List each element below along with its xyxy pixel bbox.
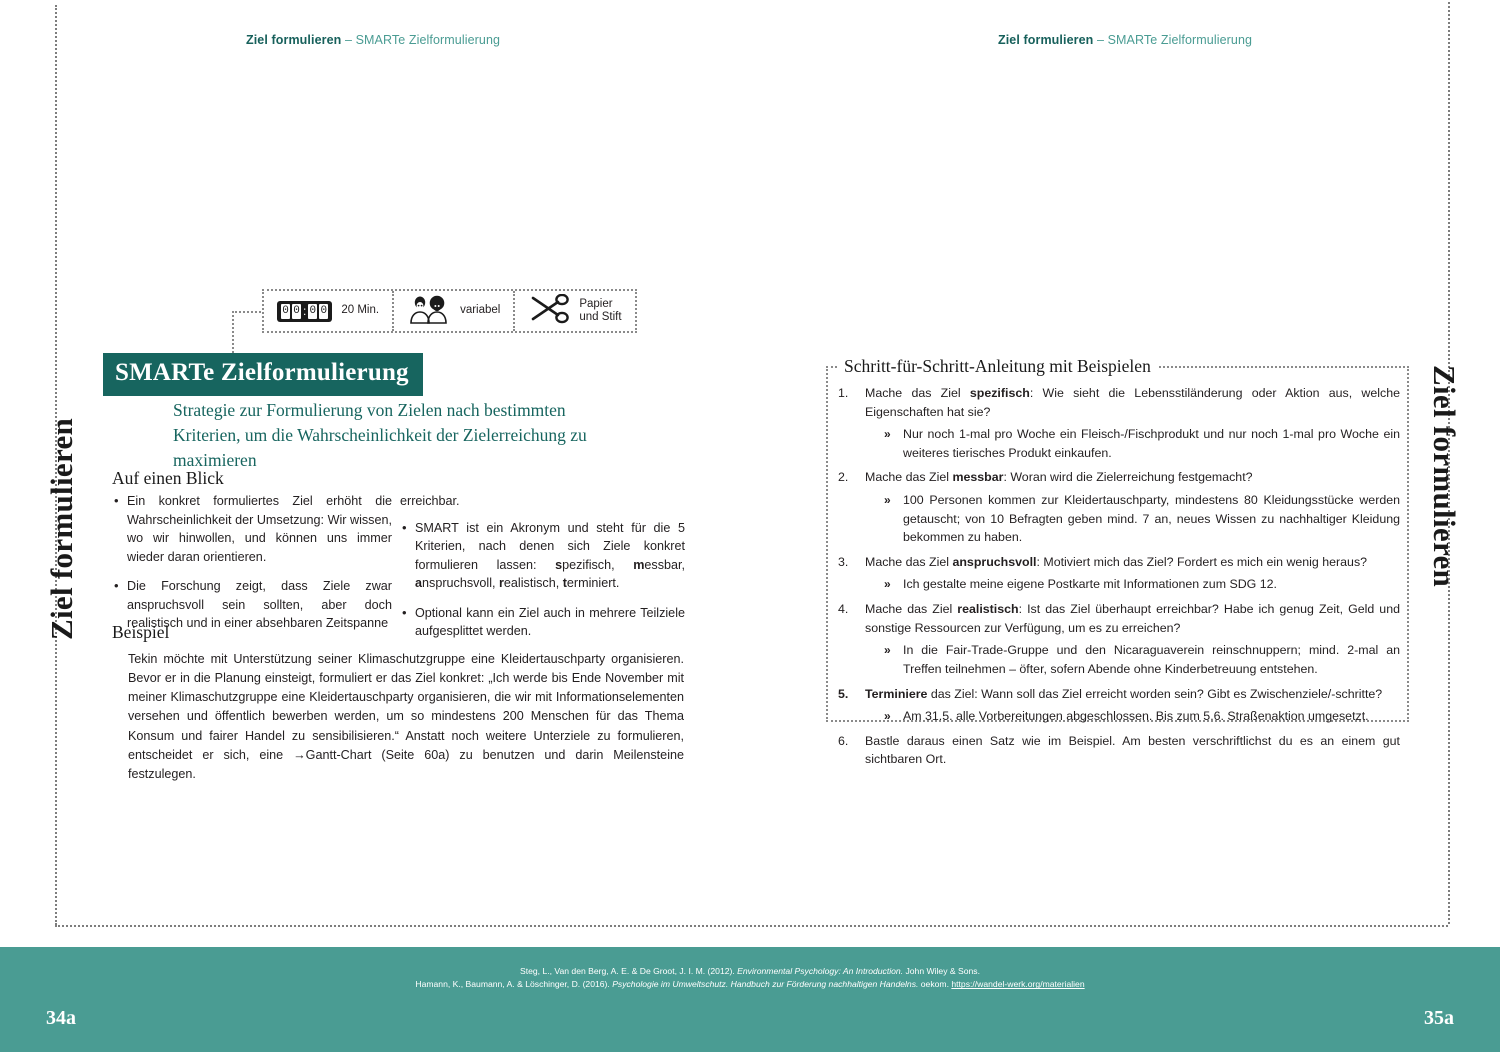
page-number-left: 34a [46,1007,76,1029]
list-item: • Optional kann ein Ziel auch in mehrere Teilziele aufgesplittet werden. [400,604,685,641]
step-item [838,468,1400,546]
running-head-left-bold: Ziel formulieren [246,33,342,47]
example-paragraph: Tekin möchte mit Unterstützung seiner Klimaschutzgruppe eine Kleidertauschparty organisieren. Bevor er in die Planung einsteigt, formuliert er das Ziel konkret: „Ich werde bis Ende November mit meiner Klimaschutzgruppe eine Kleidertauschparty organisieren, die wir mit Informationselementen versehen und öffentlich bewerben werden, um so mindestens 200 Menschen für das Thema Konsum und fairer Handel zu sensibilisieren.“ Anstatt noch weitere Unterziele zu formulieren, entscheidet er sich, eine →Gantt-Chart (Seite 60a) zu benutzen und darin Meilensteine festzulegen. [128,652,684,781]
step-keyword: anspruchsvoll [952,554,1037,569]
group-size-label: variabel [460,304,501,317]
list-item: » Am 31.5. alle Vorbereitungen abgeschlossen. Bis zum 5.6. Straßenaktion umgesetzt. [882,707,1400,726]
two-people-icon [407,294,451,329]
step-keyword: spezifisch [969,386,1030,400]
step-number: 1. [838,386,849,400]
step-text [865,687,1382,701]
reference-authors: Hamann, K., Baumann, A. & Löschinger, D. (2016). [415,979,613,990]
running-head-left-rest: – SMARTe Zielformulierung [341,33,501,47]
list-item: » 100 Personen kommen zur Kleidertauschparty, mindestens 80 Kleidungsstücke werden getauscht; von 10 Befragten geben mind. 7 an, neues Wissen zu nachhaltiger Kleidung bekommen zu haben. [882,491,1400,547]
steps-heading: Schritt-für-Schritt-Anleitung mit Beispielen [838,356,1159,377]
page-title: SMARTe Zielformulierung [103,353,423,396]
step-examples [865,707,1400,726]
side-tab-left: Ziel formulieren [44,417,79,640]
metabar-duration-cell [264,291,392,331]
running-head-right-bold: Ziel formulieren [998,33,1094,47]
step-text: Bastle daraus einen Satz wie im Beispiel. Am besten verschriftlichst du es an einem gut sichtbaren Ort. [865,733,1400,767]
materials-label [579,298,621,324]
reference-title: Psychologie im Umweltschutz. Handbuch zur Förderung nachhaltigen Handelns. [612,979,919,990]
step-item [838,732,1400,769]
step-text-lead: Mache das Ziel [865,554,953,569]
reference-authors: Steg, L., Van den Berg, A. E. & De Groot, J. I. M. (2012). [519,966,738,976]
reference-link[interactable]: https://wandel-werk.org/materialien [951,979,1085,990]
step-examples [865,575,1400,594]
frame-line-bottom [55,925,1448,927]
reference-item [0,978,1500,991]
list-item: » Ich gestalte meine eigene Postkarte mit Informationen zum SDG 12. [882,575,1400,594]
list-item: » Nur noch 1-mal pro Woche ein Fleisch-/Fischprodukt und nur noch 1-mal pro Woche ein weiteres tierisches Produkt einkaufen. [882,425,1400,462]
step-examples [865,491,1400,547]
scissors-icon [528,294,570,329]
step-text-lead: Mache das Ziel [865,386,970,400]
step-keyword: messbar [952,470,1004,485]
reference-item [0,965,1500,978]
step-text-lead: Mache das Ziel [865,602,958,617]
reference-publisher: John Wiley & Sons. [903,966,980,976]
step-item [838,384,1400,462]
step-text [865,386,1400,419]
heading-beispiel: Beispiel [112,622,170,642]
list-item-continuation: erreichbar. [400,494,460,508]
metabar [262,289,637,333]
footer [0,947,1500,1052]
step-item [838,553,1400,594]
list-item: • SMART ist ein Akronym und steht für die 5 Kriterien, nach denen sich Ziele konkret formulieren lassen: spezifisch, messbar, anspruchsvoll, realistisch, terminiert. [400,519,685,593]
step-keyword: realistisch [957,602,1019,617]
step-examples [865,641,1400,678]
running-head-right [998,33,1252,47]
metabar-group-cell [392,291,513,331]
materials-line-2: und Stift [579,311,622,323]
step-text-lead: Mache das Ziel [865,470,953,485]
step-item [838,600,1400,678]
glance-column-1 [112,492,392,644]
step-number: 3. [838,554,849,569]
page-subtitle: Strategie zur Formulierung von Zielen nach bestimmten Kriterien, um die Wahrscheinlichkeit der Zielerreichung zu maximieren [173,400,587,470]
list-item: » In die Fair-Trade-Gruppe und den Nicaraguaverein reinschnuppern; mind. 2-mal an Treffen teilnehmen – öfter, sofern Abende ohne Kinderbetreuung entstehen. [882,641,1400,678]
running-head-left [246,33,500,47]
step-text-tail: : Motiviert mich das Ziel? Fordert es mich ein wenig heraus? [1036,554,1368,569]
metabar-connector-line [232,311,264,313]
page-number-right: 35a [1424,1007,1454,1029]
step-text-tail: : Woran wird die Zielerreichung festgemacht? [1003,470,1253,485]
duration-label: 20 Min. [341,304,380,317]
metabar-materials-cell [513,291,634,331]
step-text [865,555,1367,569]
step-text [865,602,1400,635]
step-item [838,685,1400,726]
step-number: 4. [838,602,849,617]
step-examples [865,425,1400,462]
steps-list [838,384,1400,774]
glance-column-2 [400,492,685,652]
list-item: • Ein konkret formuliertes Ziel erhöht die Wahrscheinlichkeit der Umsetzung: Wir wissen, wo wir hinwollen, und können uns immer wieder daran orientieren. [112,492,392,566]
heading-auf-einen-blick: Auf einen Blick [112,468,224,488]
step-text-tail: : Ist das Ziel überhaupt erreichbar? Habe ich genug Zeit, Geld und sonstige Ressourcen zur Verfügung, um es zu erreichen? [865,602,1400,635]
step-text-tail: das Ziel: Wann soll das Ziel erreicht worden sein? Gibt es Zwischenziele/-schritte? [927,686,1383,701]
list-item: • Die Forschung zeigt, dass Ziele zwar anspruchsvoll sein sollten, aber doch realistisch und in einer absehbaren Zeitspanne [112,577,392,633]
materials-line-1: Papier [579,297,613,310]
side-tab-right: Ziel formulieren [1427,365,1462,588]
step-text [865,470,1253,484]
running-head-right-rest: – SMARTe Zielformulierung [1093,33,1253,47]
step-keyword: Terminiere [865,686,928,701]
clock-icon: 0 0 : 0 0 [277,301,332,322]
references [0,965,1500,992]
reference-publisher: oekom. [918,979,952,990]
step-number: 6. [838,733,849,748]
metabar-drop-line [232,311,234,357]
step-text-tail: : Wie sieht die Lebensstiländerung oder Aktion aus, welche Eigenschaften hat sie? [865,386,1400,419]
step-number: 5. [838,686,849,701]
step-number: 2. [838,470,849,485]
reference-title: Environmental Psychology: An Introduction. [737,966,904,976]
